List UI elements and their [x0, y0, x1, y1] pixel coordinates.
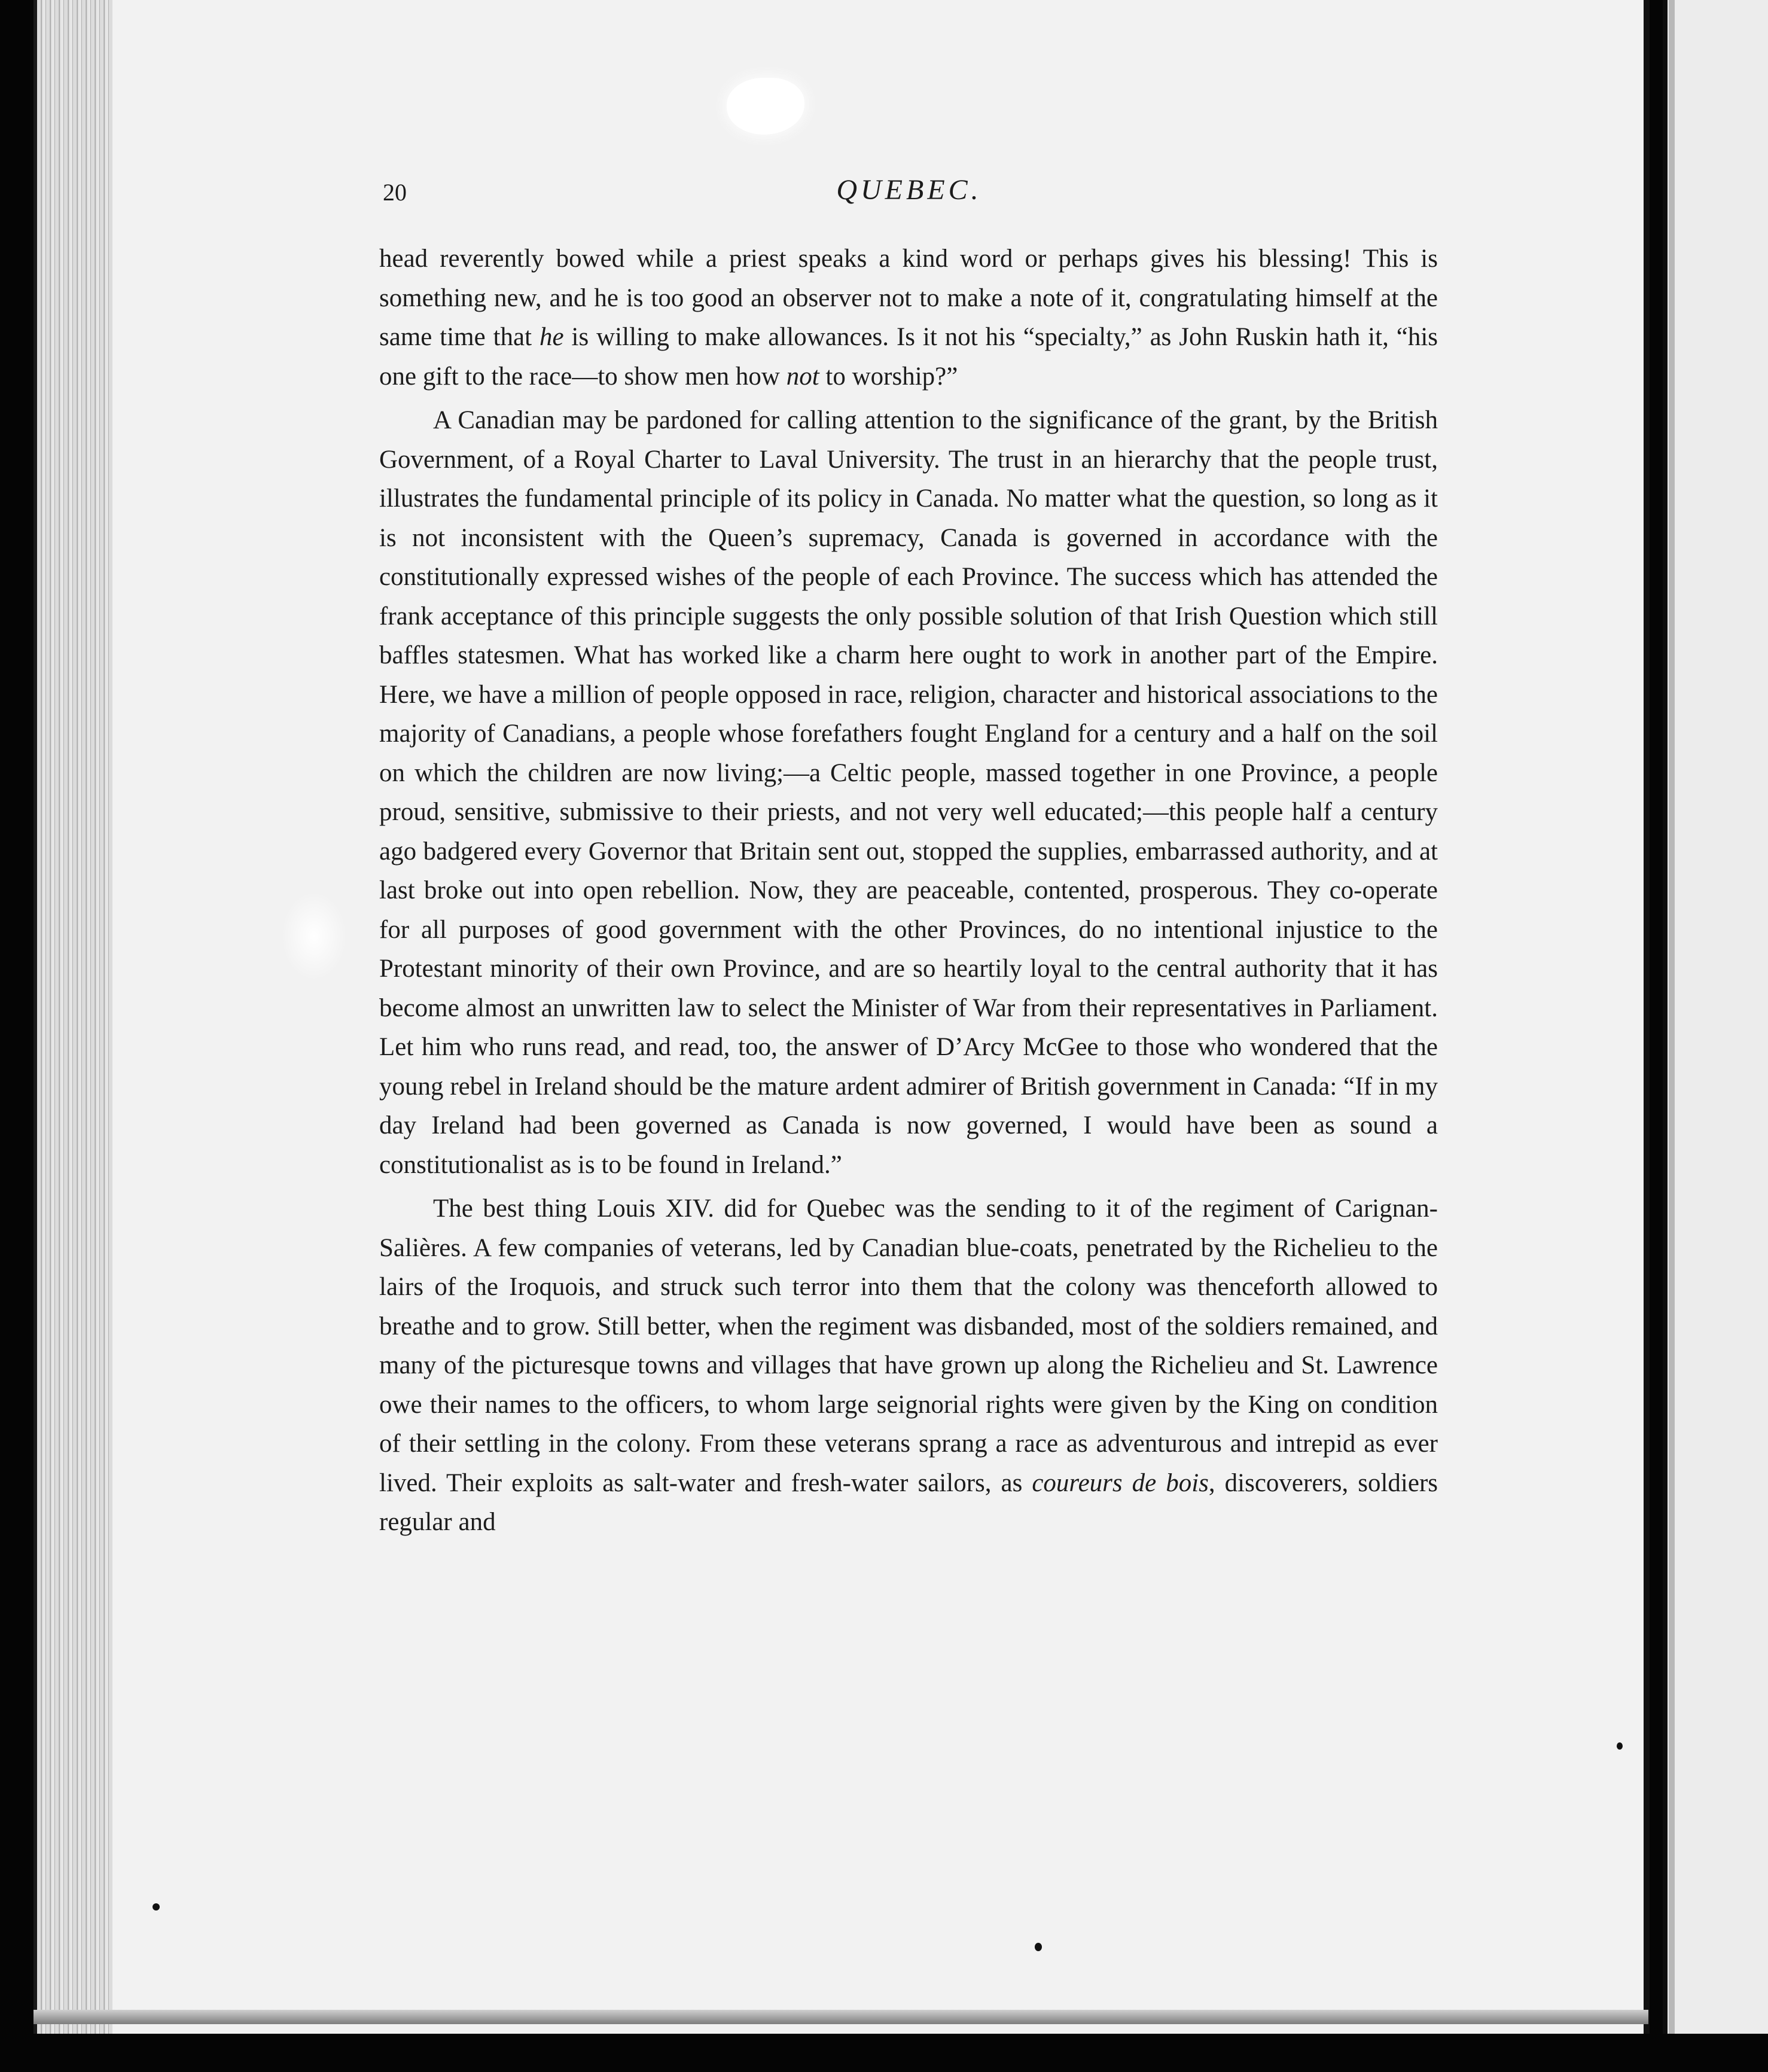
text-run: , discoverers, soldiers regular and — [379, 1468, 1438, 1536]
speck-mark — [1035, 1943, 1042, 1951]
italic-text: coureurs de bois — [1032, 1468, 1209, 1497]
text-run: is willing to make allowances. Is it not his “specialty,” as John Ruskin hath it, “his one gift to the race—to show men how — [379, 323, 1438, 391]
body-text — [379, 239, 1438, 1542]
speck-mark — [153, 1903, 160, 1910]
text-run: The best thing Louis XIV. did for Quebec was the sending to it of the regiment of Carignan-Salières. A few companies of veterans, led by Canadian blue-coats, penetrated by the Richelieu to the lairs of the Iroquois, and struck such terror into them that the colony was thenceforth allowed to breathe and to grow. Still better, when the regiment was disbanded, most of the soldiers remained, and many of the picturesque towns and villages that have grown up along the Richelieu and St. Lawrence owe their names to the officers, to whom large seignorial rights were given by the King on condition of their settling in the colony. From these veterans sprang a race as adventurous and intrepid as ever lived. Their exploits as salt-water and fresh-water sailors, as — [379, 1195, 1438, 1497]
italic-text: he — [539, 323, 564, 351]
facing-page — [1663, 0, 1768, 2034]
page-header — [383, 173, 1435, 215]
text-run: to worship?” — [819, 362, 958, 391]
paragraph — [379, 1189, 1438, 1542]
page-bottom-edge — [33, 2010, 1648, 2024]
scan-glare — [281, 891, 347, 981]
page-number: 20 — [383, 179, 407, 206]
text-run: head reverently bowed while a priest speaks a kind word or perhaps gives his blessing! This is something new, and he is too good an observer not to make a note of it, congratulating himself at the same time that — [379, 245, 1438, 351]
facing-page-edge — [1669, 0, 1675, 2034]
paragraph — [379, 401, 1438, 1184]
text-run: A Canadian may be pardoned for calling attention to the significance of the grant, by the British Government, of a Royal Charter to Laval University. The trust in an hierarchy that the people trust, illustrates the fundamental principle of its policy in Canada. No matter what the question, so long as it is not inconsistent with the Queen’s supremacy, Canada is governed in accordance with the constitutionally expressed wishes of the people of each Province. The success which has attended the frank acceptance of this principle suggests the only possible solution of that Irish Question which still baffles statesmen. What has worked like a charm here ought to work in another part of the Empire. Here, we have a million of people opposed in race, religion, character and historical associations to the majority of Canadians, a people whose forefathers fought England for a century and a half on the soil on which the children are now living;—a Celtic people, massed together in one Province, a people proud, sensitive, submissive to their priests, and not very well educated;—this people half a century ago badgered every Governor that Britain sent out, stopped the supplies, embarrassed authority, and at last broke out into open rebellion. Now, they are peaceable, contented, prosperous. They co-operate for all purposes of good government with the other Provinces, do no intentional injustice to the Protestant minority of their own Province, and are so heartily loyal to the central authority that it has become almost an unwritten law to select the Minister of War from their representatives in Parliament. Let him who runs read, and read, too, the answer of D’Arcy McGee to those who wondered that the young rebel in Ireland should be the mature ardent admirer of British government in Canada: “If in my day Ireland had been governed as Canada is now governed, I would have been as sound a constitutionalist as is to be found in Ireland.” — [379, 406, 1438, 1179]
speck-mark — [1617, 1742, 1623, 1750]
page-edges — [33, 0, 121, 2034]
running-head: QUEBEC. — [836, 174, 982, 206]
italic-text: not — [786, 362, 819, 391]
paragraph — [379, 239, 1438, 396]
